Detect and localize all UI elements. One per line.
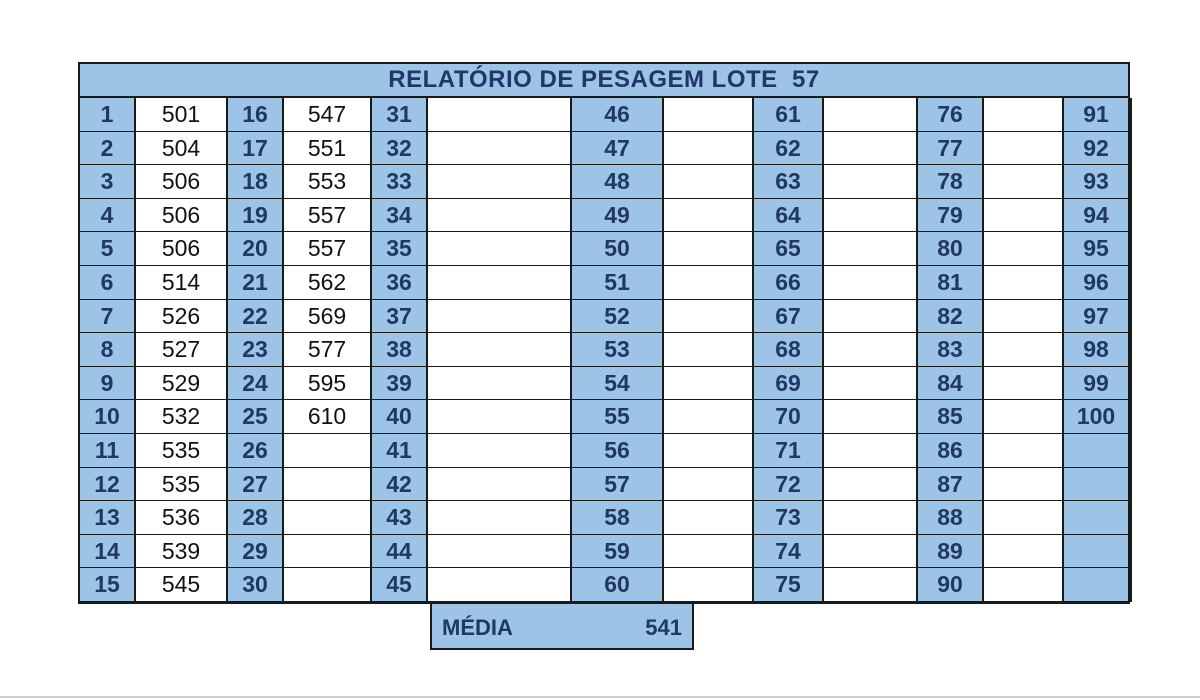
animal-number-cell: 43 (372, 501, 428, 535)
animal-number-cell: 51 (572, 266, 664, 300)
weight-value-cell (428, 132, 572, 165)
animal-number-cell: 3 (80, 165, 136, 199)
weight-value-cell (984, 98, 1064, 132)
animal-number-cell: 87 (918, 468, 984, 501)
weight-value-cell (1130, 300, 1132, 333)
animal-number-cell: 75 (754, 568, 824, 602)
weight-value-cell (664, 568, 754, 602)
weight-value-cell (664, 132, 754, 165)
animal-number-cell: 86 (918, 434, 984, 468)
animal-number-cell: 97 (1064, 300, 1130, 333)
animal-number-cell: 99 (1064, 367, 1130, 400)
weight-value-cell (824, 165, 918, 199)
animal-number-cell (1064, 535, 1130, 568)
animal-number-cell: 4 (80, 199, 136, 232)
animal-number-cell: 15 (80, 568, 136, 602)
weight-value-cell (984, 333, 1064, 367)
weighing-report-table (78, 62, 1130, 604)
animal-number-cell: 10 (80, 400, 136, 434)
weight-value-cell (824, 400, 918, 434)
weight-value-cell: 506 (136, 199, 228, 232)
weight-value-cell (284, 434, 372, 468)
weight-value-cell: 514 (136, 266, 228, 300)
weight-value-cell (664, 165, 754, 199)
animal-number-cell: 88 (918, 501, 984, 535)
weight-value-cell (984, 468, 1064, 501)
animal-number-cell: 24 (228, 367, 284, 400)
animal-number-cell: 21 (228, 266, 284, 300)
animal-number-cell: 13 (80, 501, 136, 535)
weight-value-cell (428, 98, 572, 132)
animal-number-cell: 66 (754, 266, 824, 300)
animal-number-cell: 27 (228, 468, 284, 501)
animal-number-cell: 1 (80, 98, 136, 132)
weight-value-cell (284, 468, 372, 501)
weight-value-cell: 569 (284, 300, 372, 333)
animal-number-cell: 63 (754, 165, 824, 199)
weight-value-cell: 535 (136, 468, 228, 501)
animal-number-cell: 62 (754, 132, 824, 165)
animal-number-cell: 81 (918, 266, 984, 300)
animal-number-cell: 39 (372, 367, 428, 400)
animal-number-cell: 93 (1064, 165, 1130, 199)
animal-number-cell: 85 (918, 400, 984, 434)
animal-number-cell: 68 (754, 333, 824, 367)
weight-value-cell (984, 367, 1064, 400)
weight-value-cell: 527 (136, 333, 228, 367)
animal-number-cell: 28 (228, 501, 284, 535)
animal-number-cell: 91 (1064, 98, 1130, 132)
weight-value-cell (428, 568, 572, 602)
animal-number-cell: 52 (572, 300, 664, 333)
animal-number-cell: 33 (372, 165, 428, 199)
animal-number-cell: 73 (754, 501, 824, 535)
animal-number-cell: 80 (918, 232, 984, 266)
animal-number-cell: 59 (572, 535, 664, 568)
weight-value-cell (284, 501, 372, 535)
weight-value-cell: 547 (284, 98, 372, 132)
weight-value-cell (428, 300, 572, 333)
weight-value-cell (824, 568, 918, 602)
animal-number-cell: 31 (372, 98, 428, 132)
animal-number-cell: 89 (918, 535, 984, 568)
weight-value-cell (1130, 232, 1132, 266)
weight-value-cell (428, 199, 572, 232)
animal-number-cell: 100 (1064, 400, 1130, 434)
weight-value-cell (428, 266, 572, 300)
animal-number-cell: 14 (80, 535, 136, 568)
weight-value-cell (824, 232, 918, 266)
weight-value-cell (428, 165, 572, 199)
animal-number-cell (1064, 568, 1130, 602)
weight-value-cell (824, 300, 918, 333)
animal-number-cell: 72 (754, 468, 824, 501)
weight-value-cell (824, 266, 918, 300)
animal-number-cell: 2 (80, 132, 136, 165)
animal-number-cell: 49 (572, 199, 664, 232)
animal-number-cell: 40 (372, 400, 428, 434)
animal-number-cell: 64 (754, 199, 824, 232)
animal-number-cell: 56 (572, 434, 664, 468)
animal-number-cell: 98 (1064, 333, 1130, 367)
animal-number-cell: 50 (572, 232, 664, 266)
weight-value-cell (664, 199, 754, 232)
weight-value-cell (1130, 434, 1132, 468)
weight-value-cell (664, 468, 754, 501)
weight-value-cell (984, 501, 1064, 535)
weight-value-cell: 551 (284, 132, 372, 165)
weight-value-cell: 557 (284, 232, 372, 266)
weight-value-cell (664, 400, 754, 434)
weight-value-cell (1130, 132, 1132, 165)
weight-value-cell: 562 (284, 266, 372, 300)
animal-number-cell: 8 (80, 333, 136, 367)
animal-number-cell: 34 (372, 199, 428, 232)
animal-number-cell: 11 (80, 434, 136, 468)
weight-value-cell (664, 535, 754, 568)
animal-number-cell: 47 (572, 132, 664, 165)
weight-value-cell (1130, 266, 1132, 300)
animal-number-cell: 45 (372, 568, 428, 602)
weight-value-cell (1130, 501, 1132, 535)
animal-number-cell: 84 (918, 367, 984, 400)
weight-value-cell (984, 300, 1064, 333)
animal-number-cell: 90 (918, 568, 984, 602)
weight-value-cell (1130, 400, 1132, 434)
weight-value-cell (1130, 535, 1132, 568)
weight-value-cell (664, 434, 754, 468)
weight-value-cell (664, 501, 754, 535)
animal-number-cell: 79 (918, 199, 984, 232)
report-title: RELATÓRIO DE PESAGEM LOTE 57 (80, 64, 1128, 98)
animal-number-cell: 77 (918, 132, 984, 165)
animal-number-cell: 95 (1064, 232, 1130, 266)
animal-number-cell: 6 (80, 266, 136, 300)
weight-value-cell (664, 266, 754, 300)
animal-number-cell: 74 (754, 535, 824, 568)
animal-number-cell: 19 (228, 199, 284, 232)
animal-number-cell: 41 (372, 434, 428, 468)
weight-value-cell (984, 535, 1064, 568)
weight-value-cell (1130, 98, 1132, 132)
animal-number-cell: 12 (80, 468, 136, 501)
weight-value-cell (984, 434, 1064, 468)
weight-value-cell: 501 (136, 98, 228, 132)
weight-value-cell: 529 (136, 367, 228, 400)
animal-number-cell (1064, 434, 1130, 468)
weight-value-cell (984, 165, 1064, 199)
weight-value-cell: 557 (284, 199, 372, 232)
animal-number-cell: 82 (918, 300, 984, 333)
page-divider (0, 696, 1200, 698)
weight-value-cell (664, 333, 754, 367)
animal-number-cell: 25 (228, 400, 284, 434)
average-label: MÉDIA (442, 615, 513, 640)
weight-value-cell: 532 (136, 400, 228, 434)
weight-value-cell: 577 (284, 333, 372, 367)
animal-number-cell: 65 (754, 232, 824, 266)
animal-number-cell: 7 (80, 300, 136, 333)
weight-value-cell: 539 (136, 535, 228, 568)
weight-value-cell (428, 501, 572, 535)
weight-value-cell (664, 300, 754, 333)
average-box (430, 602, 694, 650)
weight-value-cell (1130, 367, 1132, 400)
weight-value-cell (824, 501, 918, 535)
animal-number-cell: 22 (228, 300, 284, 333)
animal-number-cell: 16 (228, 98, 284, 132)
weight-value-cell (984, 266, 1064, 300)
weight-value-cell (1130, 333, 1132, 367)
weight-value-cell (824, 98, 918, 132)
weighing-grid (80, 98, 1128, 602)
weight-value-cell (824, 468, 918, 501)
animal-number-cell: 67 (754, 300, 824, 333)
animal-number-cell: 23 (228, 333, 284, 367)
weight-value-cell (428, 434, 572, 468)
animal-number-cell: 36 (372, 266, 428, 300)
average-value: 541 (645, 615, 682, 640)
animal-number-cell: 54 (572, 367, 664, 400)
weight-value-cell: 545 (136, 568, 228, 602)
weight-value-cell (824, 434, 918, 468)
weight-value-cell (824, 199, 918, 232)
weight-value-cell (1130, 568, 1132, 602)
weight-value-cell (284, 568, 372, 602)
weight-value-cell (984, 568, 1064, 602)
animal-number-cell: 35 (372, 232, 428, 266)
animal-number-cell: 58 (572, 501, 664, 535)
animal-number-cell: 17 (228, 132, 284, 165)
weight-value-cell: 526 (136, 300, 228, 333)
weight-value-cell (664, 98, 754, 132)
animal-number-cell: 71 (754, 434, 824, 468)
animal-number-cell: 46 (572, 98, 664, 132)
weight-value-cell (428, 468, 572, 501)
weight-value-cell (984, 232, 1064, 266)
animal-number-cell: 30 (228, 568, 284, 602)
weight-value-cell (1130, 199, 1132, 232)
animal-number-cell: 9 (80, 367, 136, 400)
weight-value-cell: 536 (136, 501, 228, 535)
animal-number-cell: 18 (228, 165, 284, 199)
weight-value-cell (984, 132, 1064, 165)
weight-value-cell (428, 400, 572, 434)
animal-number-cell: 78 (918, 165, 984, 199)
animal-number-cell: 29 (228, 535, 284, 568)
weight-value-cell (664, 367, 754, 400)
animal-number-cell (1064, 501, 1130, 535)
animal-number-cell: 83 (918, 333, 984, 367)
weight-value-cell: 595 (284, 367, 372, 400)
animal-number-cell: 70 (754, 400, 824, 434)
animal-number-cell: 20 (228, 232, 284, 266)
weight-value-cell: 504 (136, 132, 228, 165)
animal-number-cell: 53 (572, 333, 664, 367)
animal-number-cell: 69 (754, 367, 824, 400)
weight-value-cell: 553 (284, 165, 372, 199)
animal-number-cell: 42 (372, 468, 428, 501)
animal-number-cell: 38 (372, 333, 428, 367)
weight-value-cell (664, 232, 754, 266)
animal-number-cell: 60 (572, 568, 664, 602)
weight-value-cell (1130, 165, 1132, 199)
animal-number-cell: 26 (228, 434, 284, 468)
animal-number-cell: 96 (1064, 266, 1130, 300)
animal-number-cell (1064, 468, 1130, 501)
weight-value-cell: 506 (136, 165, 228, 199)
weight-value-cell (428, 367, 572, 400)
animal-number-cell: 48 (572, 165, 664, 199)
weight-value-cell (284, 535, 372, 568)
weight-value-cell (824, 132, 918, 165)
animal-number-cell: 92 (1064, 132, 1130, 165)
animal-number-cell: 94 (1064, 199, 1130, 232)
weight-value-cell (824, 535, 918, 568)
weight-value-cell (428, 333, 572, 367)
animal-number-cell: 32 (372, 132, 428, 165)
weight-value-cell (428, 535, 572, 568)
animal-number-cell: 44 (372, 535, 428, 568)
animal-number-cell: 5 (80, 232, 136, 266)
weight-value-cell (984, 400, 1064, 434)
weight-value-cell (824, 333, 918, 367)
weight-value-cell (984, 199, 1064, 232)
animal-number-cell: 61 (754, 98, 824, 132)
weight-value-cell (428, 232, 572, 266)
weight-value-cell: 506 (136, 232, 228, 266)
weight-value-cell: 535 (136, 434, 228, 468)
weight-value-cell (1130, 468, 1132, 501)
animal-number-cell: 37 (372, 300, 428, 333)
weight-value-cell (824, 367, 918, 400)
animal-number-cell: 55 (572, 400, 664, 434)
weight-value-cell: 610 (284, 400, 372, 434)
animal-number-cell: 57 (572, 468, 664, 501)
animal-number-cell: 76 (918, 98, 984, 132)
